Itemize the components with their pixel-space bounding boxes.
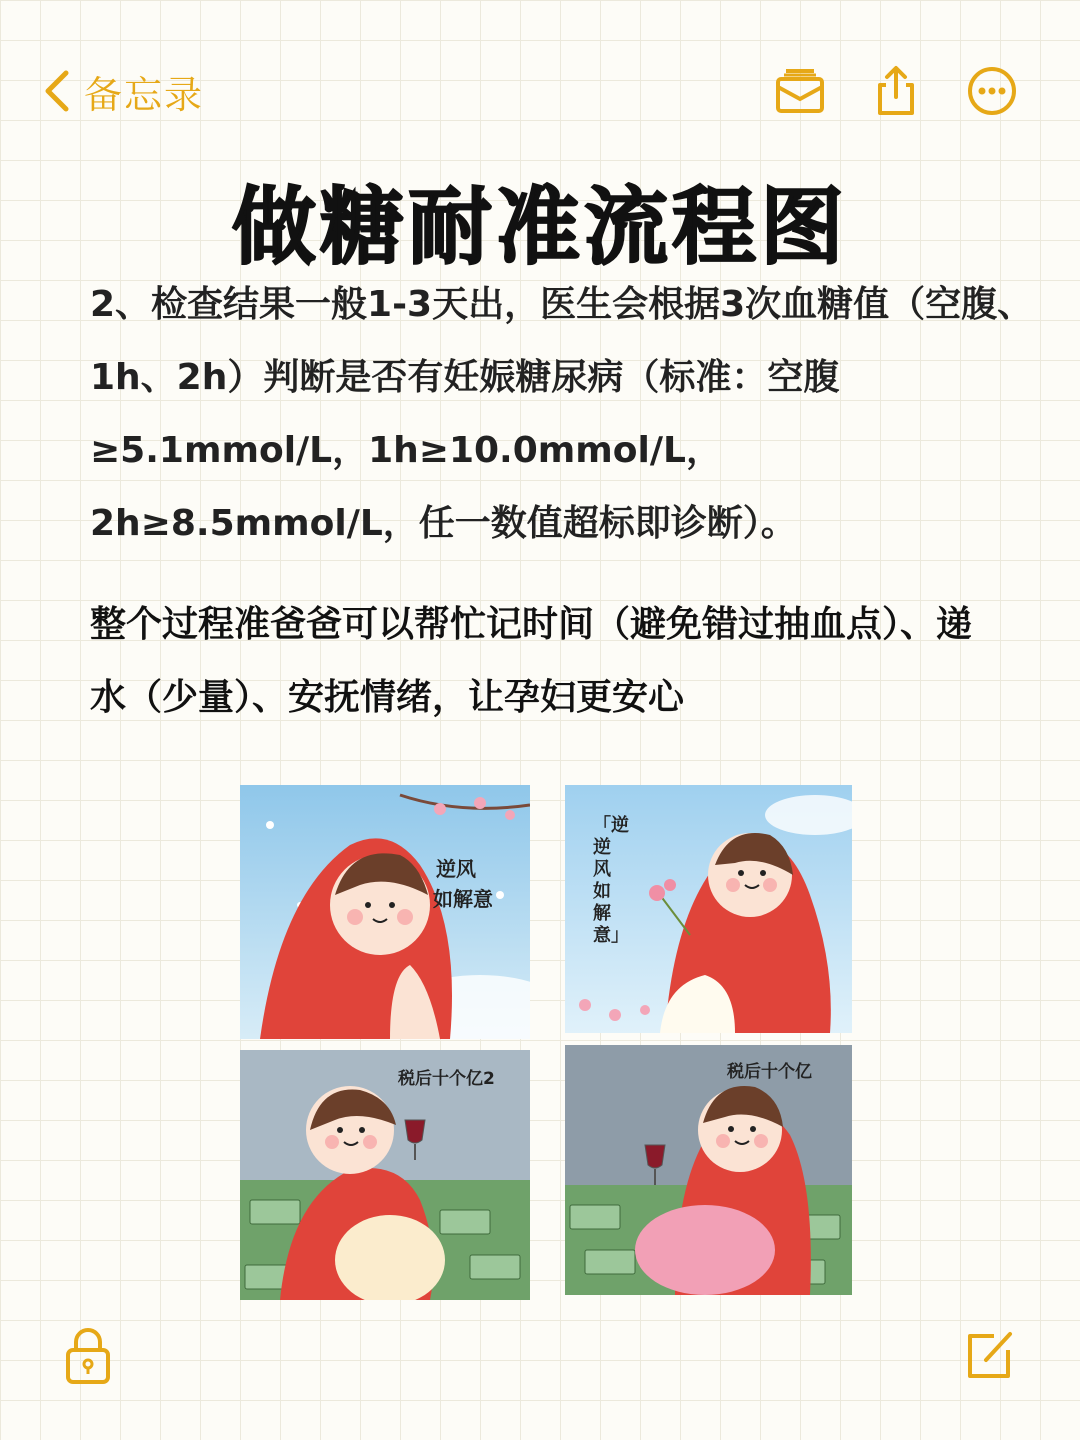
note-title: 做糖耐准流程图 <box>231 178 848 276</box>
illustration-grid <box>240 785 852 1300</box>
share-icon <box>870 65 922 117</box>
note-paragraph-partner-tips: 整个过程准爸爸可以帮忙记时间（避免错过抽血点）、递水（少量）、安抚情绪，让孕妇更安心 <box>90 604 973 718</box>
back-button[interactable] <box>40 61 204 121</box>
note-paragraph-results: 2、检查结果一般1-3天出，医生会根据3次血糖值（空腹、1h、2h）判断是否有妊娠糖尿病（标准：空腹≥5.1mmol/L，1h≥10.0mmol/L，2h≥8.5mmol/L，任一数值超标即诊断）。 <box>90 284 1034 544</box>
envelope-icon <box>774 65 826 117</box>
illustration-girl-pink-dress-cash <box>565 1045 852 1295</box>
chevron-left-icon <box>40 67 74 115</box>
illustration-girl-with-wine-cash <box>240 1050 530 1300</box>
panel4-caption: 税后十个亿 <box>727 1062 812 1082</box>
toolbar-actions <box>772 61 1020 121</box>
note-toolbar <box>0 55 1080 127</box>
more-icon <box>966 65 1018 117</box>
back-label: 备忘录 <box>84 72 205 117</box>
lock-icon[interactable] <box>64 1324 112 1386</box>
compose-icon[interactable] <box>964 1328 1016 1382</box>
illustration-praying-girl <box>240 785 530 1039</box>
panel2-caption: 「逆逆风如解意」 <box>593 815 629 946</box>
share-button[interactable] <box>868 63 924 119</box>
panel1-caption-line1: 逆风 <box>436 857 476 881</box>
bottom-toolbar <box>0 1320 1080 1400</box>
envelope-button[interactable] <box>772 63 828 119</box>
illustration-girl-with-flower <box>565 785 852 1033</box>
panel3-caption: 税后十个亿2 <box>398 1069 495 1089</box>
panel1-caption-line2: 如解意 <box>433 887 493 911</box>
more-button[interactable] <box>964 63 1020 119</box>
